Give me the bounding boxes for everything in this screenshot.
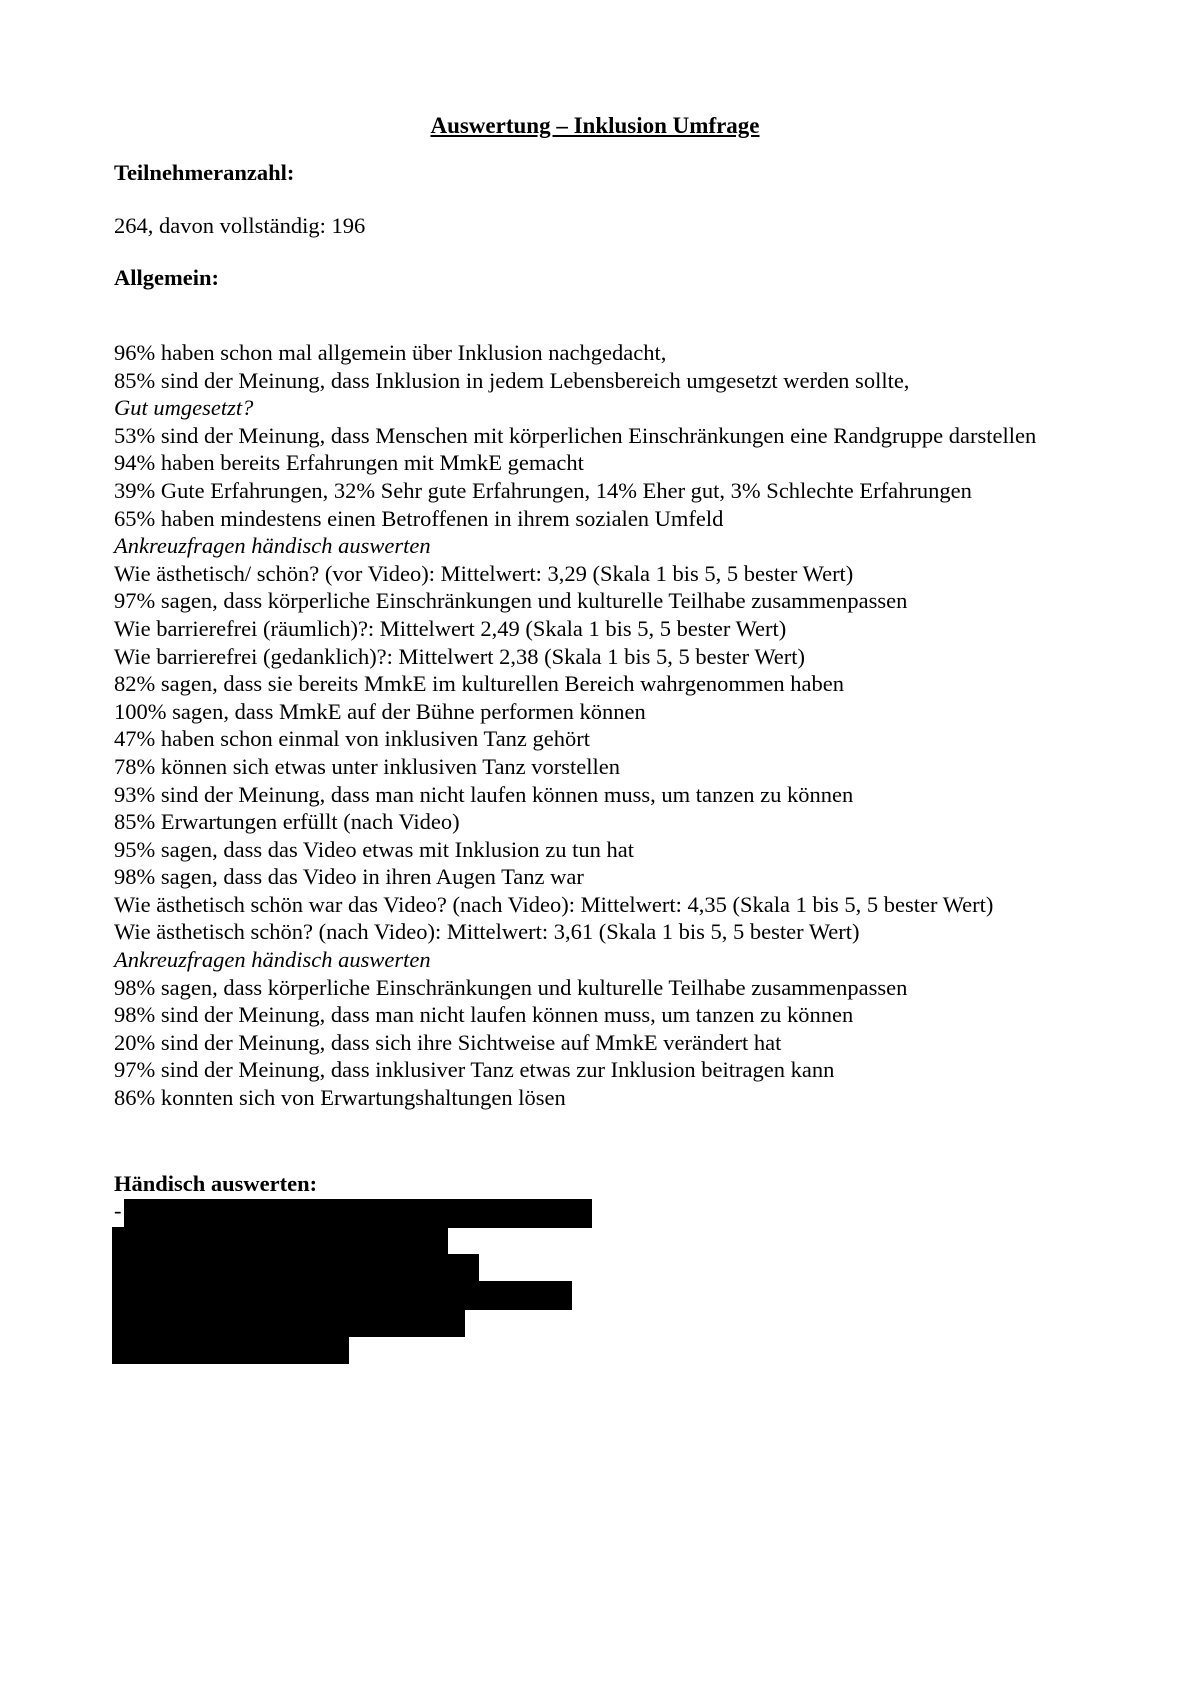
result-line: 82% sagen, dass sie bereits MmkE im kulturellen Bereich wahrgenommen haben — [114, 671, 845, 697]
result-line: 93% sind der Meinung, dass man nicht laufen können muss, um tanzen zu können — [114, 781, 854, 807]
result-line: 65% haben mindestens einen Betroffenen in ihrem sozialen Umfeld — [114, 505, 724, 531]
general-heading: Allgemein: — [114, 265, 219, 290]
redaction-bar — [112, 1308, 465, 1337]
result-line: Wie ästhetisch schön? (nach Video): Mittelwert: 3,61 (Skala 1 bis 5, 5 bester Wert) — [114, 919, 860, 945]
result-line: Wie barrierefrei (räumlich)?: Mittelwert 2,49 (Skala 1 bis 5, 5 bester Wert) — [114, 615, 787, 641]
italic-note: Ankreuzfragen händisch auswerten — [114, 947, 431, 973]
italic-note: Gut umgesetzt? — [114, 395, 254, 421]
general-results-list — [114, 339, 1074, 1112]
result-line: 86% konnten sich von Erwartungshaltungen lösen — [114, 1085, 566, 1111]
result-line: 85% Erwartungen erfüllt (nach Video) — [114, 809, 460, 835]
manual-heading: Händisch auswerten: — [114, 1171, 318, 1196]
result-line: 95% sagen, dass das Video etwas mit Inklusion zu tun hat — [114, 836, 635, 862]
result-line: Wie ästhetisch schön war das Video? (nach Video): Mittelwert: 4,35 (Skala 1 bis 5, 5 bester Wert) — [114, 891, 994, 917]
redaction-bar — [112, 1335, 349, 1364]
result-line: 85% sind der Meinung, dass Inklusion in jedem Lebensbereich umgesetzt werden sollte, — [114, 367, 910, 393]
result-line: 98% sind der Meinung, dass man nicht laufen können muss, um tanzen zu können — [114, 1002, 854, 1028]
redaction-bar — [112, 1254, 479, 1283]
document-title: Auswertung – Inklusion Umfrage — [430, 113, 760, 138]
redaction-bar — [112, 1227, 448, 1256]
result-line: Wie barrierefrei (gedanklich)?: Mittelwert 2,38 (Skala 1 bis 5, 5 bester Wert) — [114, 643, 805, 669]
result-line: 97% sagen, dass körperliche Einschränkungen und kulturelle Teilhabe zusammenpassen — [114, 588, 908, 614]
redaction-bar — [112, 1281, 572, 1310]
result-line: 97% sind der Meinung, dass inklusiver Tanz etwas zur Inklusion beitragen kann — [114, 1057, 835, 1083]
participants-text: 264, davon vollständig: 196 — [114, 213, 366, 238]
result-line: 20% sind der Meinung, dass sich ihre Sichtweise auf MmkE verändert hat — [114, 1029, 782, 1055]
result-line: 53% sind der Meinung, dass Menschen mit körperlichen Einschränkungen eine Randgruppe darstellen — [114, 422, 1037, 448]
result-line: 100% sagen, dass MmkE auf der Bühne performen können — [114, 698, 646, 724]
result-line: 39% Gute Erfahrungen, 32% Sehr gute Erfahrungen, 14% Eher gut, 3% Schlechte Erfahrungen — [114, 477, 972, 503]
redaction-bar — [124, 1199, 592, 1228]
result-line: 47% haben schon einmal von inklusiven Tanz gehört — [114, 726, 591, 752]
result-line: 94% haben bereits Erfahrungen mit MmkE gemacht — [114, 450, 584, 476]
participants-heading: Teilnehmeranzahl: — [114, 160, 295, 185]
result-line: 78% können sich etwas unter inklusiven Tanz vorstellen — [114, 753, 621, 779]
result-line: 98% sagen, dass das Video in ihren Augen Tanz war — [114, 864, 584, 890]
italic-note: Ankreuzfragen händisch auswerten — [114, 533, 431, 559]
result-line: 96% haben schon mal allgemein über Inklusion nachgedacht, — [114, 340, 667, 365]
manual-dash: - — [114, 1198, 122, 1223]
result-line: 98% sagen, dass körperliche Einschränkungen und kulturelle Teilhabe zusammenpassen — [114, 974, 908, 1000]
result-line: Wie ästhetisch/ schön? (vor Video): Mittelwert: 3,29 (Skala 1 bis 5, 5 bester Wert) — [114, 560, 854, 586]
